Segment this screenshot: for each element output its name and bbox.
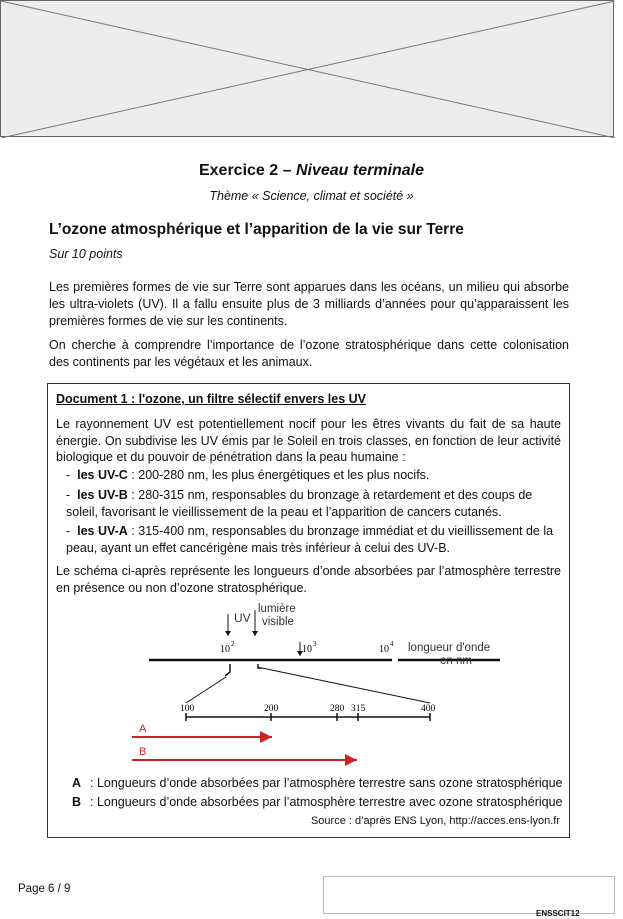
- zoom-tick-label-100: 100: [180, 704, 195, 714]
- page-number: Page 6 / 9: [18, 883, 71, 895]
- bullet-uv-b: - les UV-B : 280-315 nm, responsables du bronzage à retardement et des coups de soleil, favorisant le vieillissement de la peau et l’apparition de cancers cutanés.: [66, 488, 533, 519]
- log-tick-label-2: 10: [302, 644, 312, 655]
- axis-label-line2: en nm: [440, 655, 472, 667]
- intro-paragraph-1: Les premières formes de vie sur Terre sont apparues dans les océans, un milieu qui absorbe les ultra-violets (UV). Il a fallu ensuite plus de 3 milliards d’années pour qu’apparaissent les premières formes de vie sur les continents.: [49, 280, 569, 328]
- zoom-tick-label-315: 315: [351, 704, 366, 714]
- document-1-heading: Document 1 : l'ozone, un filtre sélectif envers les UV: [56, 392, 366, 406]
- bullet-uv-c: - les UV-C : 200-280 nm, les plus énergétiques et les plus nocifs.: [66, 468, 430, 482]
- log-tick-exp-3: 4: [390, 640, 394, 648]
- visible-label-line1: lumière: [258, 603, 296, 615]
- subject-code: ENSSCIT12: [536, 909, 580, 918]
- zoom-line-right: [262, 668, 430, 703]
- document-1-intro: Le rayonnement UV est potentiellement nocif pour les êtres vivants du fait de sa haute énergie. On subdivise les UV émis par le Soleil en trois classes, en fonction de leur activité biologique et du pouvoir de pénétration dans la peau humaine :: [56, 417, 561, 464]
- log-tick-exp-2: 3: [313, 640, 317, 648]
- axis-label-line1: longueur d'onde: [408, 642, 491, 654]
- exercise-title: Exercice 2 – Niveau terminale: [198, 162, 425, 179]
- log-tick-exp-1: 2: [231, 640, 235, 648]
- uv-label: UV: [234, 611, 251, 625]
- log-tick-label-1: 10: [220, 644, 230, 655]
- zoom-marker-left: [225, 664, 230, 676]
- visible-label-line2: visible: [262, 616, 294, 628]
- exercise-theme: Thème « Science, climat et société »: [209, 189, 414, 203]
- zoom-line-left: [186, 677, 226, 703]
- intro-paragraph-2: On cherche à comprendre l’importance de l’ozone stratosphérique dans cette colonisation des continents par les végétaux et les animaux.: [49, 338, 569, 369]
- article-title: L’ozone atmosphérique et l’apparition de la vie sur Terre: [49, 221, 464, 238]
- source-citation: Source : d’après ENS Lyon, http://acces.ens-lyon.fr: [310, 815, 560, 827]
- zoom-tick-label-200: 200: [264, 704, 279, 714]
- log-tick-label-3: 10: [379, 644, 389, 655]
- legend-a: A : Longueurs d’onde absorbées par l’atmosphère terrestre sans ozone stratosphérique: [72, 776, 563, 790]
- zoom-tick-label-400: 400: [421, 704, 436, 714]
- arrow-a-label: A: [139, 723, 147, 735]
- points-label: Sur 10 points: [49, 247, 123, 261]
- zoom-marker-right: [258, 664, 262, 668]
- legend-b: B : Longueurs d’onde absorbées par l’atmosphère terrestre avec ozone stratosphérique: [72, 795, 563, 809]
- arrow-b-label: B: [139, 746, 147, 758]
- zoom-tick-label-280: 280: [330, 704, 345, 714]
- bullet-uv-a: - les UV-A : 315-400 nm, responsables du bronzage immédiat et du vieillissement de la peau, ayant un effet cancérigène mais très inférieur à celui des UV-B.: [66, 524, 554, 555]
- schema-intro: Le schéma ci-après représente les longueurs d’onde absorbées par l’atmosphère terrestre en présence ou non d’ozone stratosphérique.: [56, 564, 561, 595]
